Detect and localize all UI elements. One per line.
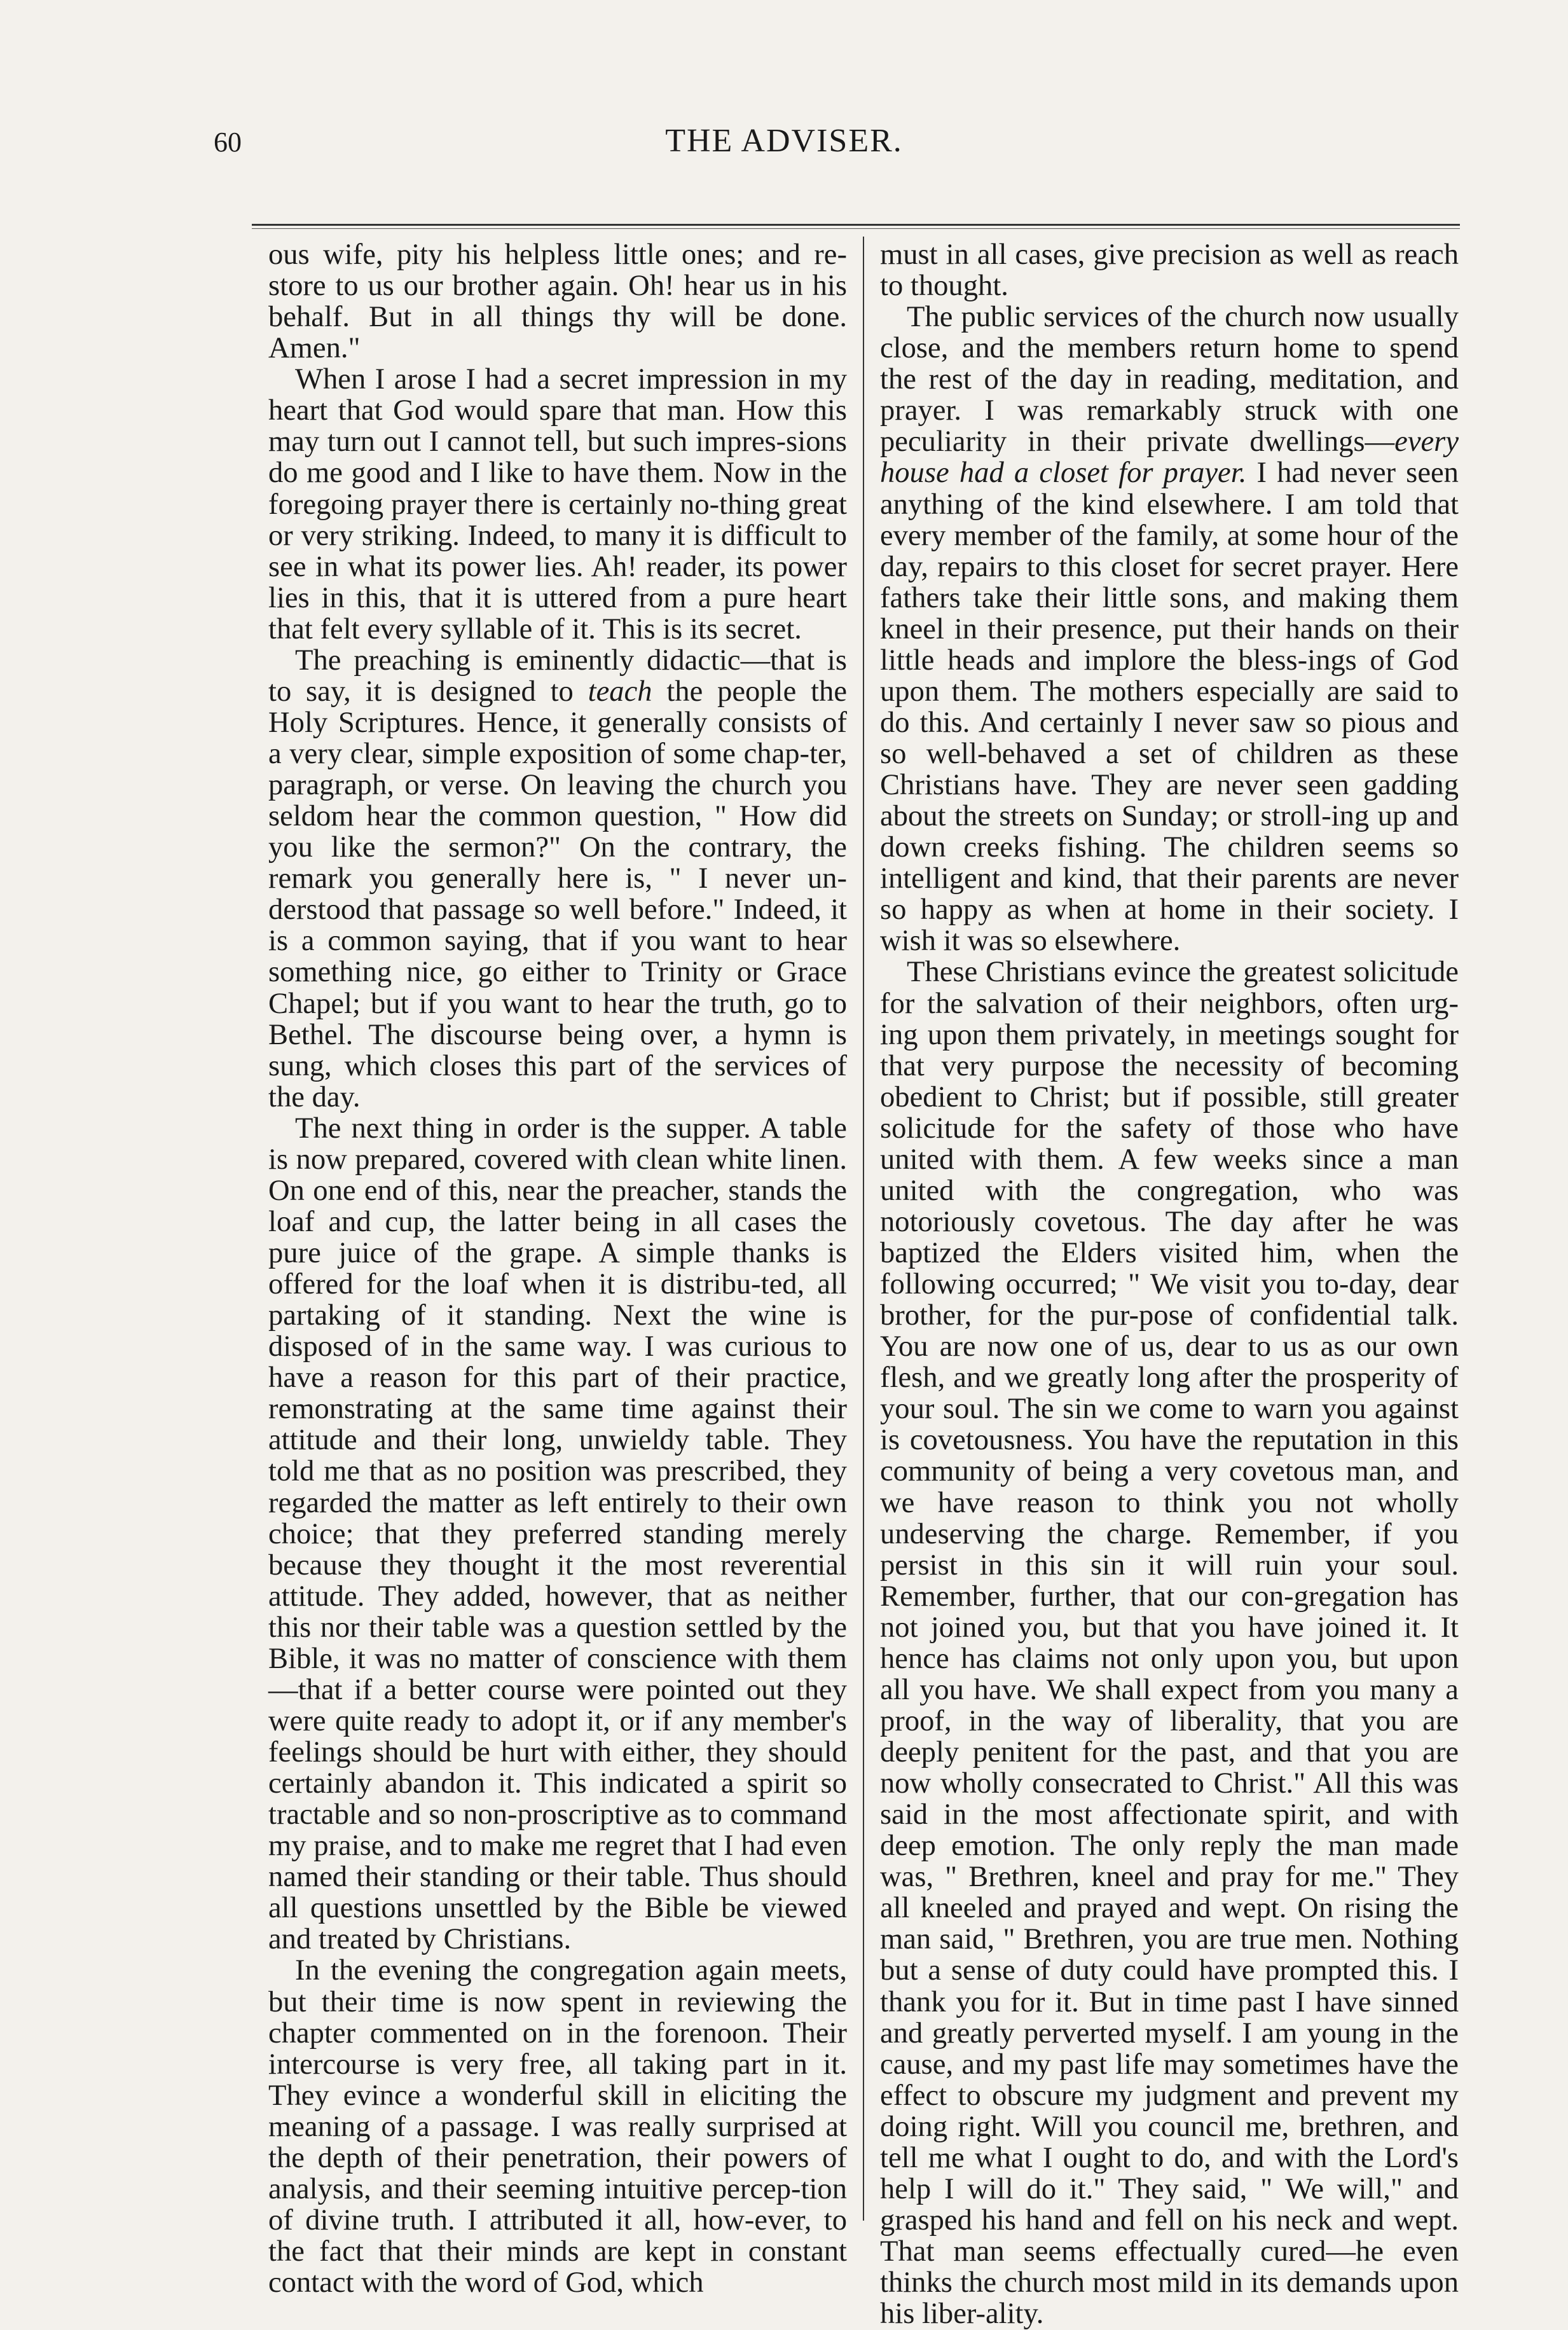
text-run: must in all cases, give precision as well as reach to thought. bbox=[880, 238, 1459, 303]
running-title: THE ADVISER. bbox=[665, 123, 903, 159]
text-run: The preaching is eminently didactic—that is to say, it is designed to bbox=[268, 643, 847, 708]
paragraph bbox=[268, 239, 847, 364]
text-run: The public services of the church now usually close, and the members return home to spend the rest of the day in reading, meditation, and prayer. I was remarkably struck with one peculiarity in their private dwellings— bbox=[880, 300, 1459, 458]
paragraph bbox=[268, 1955, 847, 2298]
paragraph bbox=[880, 956, 1459, 2329]
paragraph bbox=[268, 364, 847, 645]
text-run: When I arose I had a secret impression in my heart that God would spare that man. How this may turn out I cannot tell, but such impres-sions do me good and I like to have them. Now in the foregoing prayer there is certainly no-thing great or very striking. Indeed, to many it is difficult to see in what its power lies. Ah! reader, its power lies in this, that it is uttered from a pure heart that felt every syllable of it. This is its secret. bbox=[268, 362, 847, 645]
text-run: the people the Holy Scriptures. Hence, it generally consists of a very clear, simple exposition of some chap-ter, paragraph, or verse. On leaving the church you seldom hear the common question, " How did you like the sermon?" On the contrary, the remark you generally here is, " I never un-derstood that passage so well before." Indeed, it is a common saying, that if you want to hear something nice, go either to Trinity or Grace Chapel; but if you want to hear the truth, go to Bethel. The discourse being over, a hymn is sung, which closes this part of the services of the day. bbox=[268, 674, 847, 1113]
text-run: I had never seen anything of the kind elsewhere. I am told that every member of the family, at some hour of the day, repairs to this closet for secret prayer. Here fathers take their little sons, and making them kneel in their presence, put their hands on their little heads and implore the bless-ings of God upon them. The mothers especially are said to do this. And certainly I never saw so pious and so well-behaved a set of children as these Christians have. They are never seen gadding about the streets on Sunday; or stroll-ing up and down creeks fishing. The children seems so intelligent and kind, that their parents are never so happy as when at home in their society. I wish it was so elsewhere. bbox=[880, 456, 1459, 958]
column-divider bbox=[863, 237, 864, 2221]
italic-text: teach bbox=[588, 674, 652, 708]
paragraph bbox=[268, 645, 847, 1113]
left-column bbox=[268, 238, 847, 2299]
paragraph bbox=[880, 239, 1459, 301]
text-run: These Christians evince the greatest solicitude for the salvation of their neighbors, often urg-ing upon them privately, in meetings sought for that very purpose the necessity of becoming obedient to Christ; but if possible, still greater solicitude for the safety of those who have united with them. A few weeks since a man united with the congregation, who was notoriously covetous. The day after he was baptized the Elders visited him, when the following occurred; " We visit you to-day, dear brother, for the pur-pose of confidential talk. You are now one of us, dear to us as our own flesh, and we greatly long after the prosperity of your soul. The sin we come to warn you against is covetousness. You have the reputation in this community of being a very covetous man, and we have reason to think you not wholly undeserving the charge. Remember, if you persist in this sin it will ruin your soul. Remember, further, that our con-gregation has not joined you, but that you have joined it. It hence has claims not only upon you, but upon all you have. We shall expect from you many a proof, in the way of liberality, that you are deeply penitent for the past, and that you are now wholly consecrated to Christ." All this was said in the most affectionate spirit, and with deep emotion. The only reply the man made was, " Brethren, kneel and pray for me." They all kneeled and prayed and wept. On rising the man said, " Brethren, you are true men. Nothing but a sense of duty could have prompted this. I thank you for it. But in time past I have sinned and greatly perverted myself. I am young in the cause, and my past life may sometimes have the effect to obscure my judgment and prevent my doing right. Will you council me, brethren, and tell me what I ought to do, and with the Lord's help I will do it." They said, " We will," and grasped his hand and fell on his neck and wept. That man seems effectually cured—he even thinks the church most mild in its demands upon his liber-ality. bbox=[880, 955, 1459, 2330]
text-run: The next thing in order is the supper. A table is now prepared, covered with clean white linen. On one end of this, near the preacher, stands the loaf and cup, the latter being in all cases the pure juice of the grape. A simple thanks is offered for the loaf when it is distribu-ted, all partaking of it standing. Next the wine is disposed of in the same way. I was curious to have a reason for this part of their practice, remonstrating at the same time against their attitude and their long, unwieldy table. They told me that as no position was prescribed, they regarded the matter as left entirely to their own choice; that they preferred standing merely because they thought it the most reverential attitude. They added, however, that as neither this nor their table was a question settled by the Bible, it was no matter of conscience with them—that if a better course were pointed out they were quite ready to adopt it, or if any member's feelings should be hurt with either, they should certainly abandon it. This indicated a spirit so tractable and so non-proscriptive as to command my praise, and to make me regret that I had even named their standing or their table. Thus should all questions unsettled by the Bible be viewed and treated by Christians. bbox=[268, 1111, 847, 1956]
paragraph bbox=[880, 301, 1459, 956]
text-run: ous wife, pity his helpless little ones; and re-store to us our brother again. Oh! hear us in his behalf. But in all things thy will be done. Amen." bbox=[268, 238, 847, 365]
right-column bbox=[880, 238, 1459, 2330]
page-number: 60 bbox=[214, 127, 242, 158]
paragraph bbox=[268, 1113, 847, 1955]
text-run: In the evening the congregation again meets, but their time is now spent in reviewing the chapter commented on in the forenoon. Their intercourse is very free, all taking part in it. They evince a wonderful skill in eliciting the meaning of a passage. I was really surprised at the depth of their penetration, their powers of analysis, and their seeming intuitive percep-tion of divine truth. I attributed it all, how-ever, to the fact that their minds are kept in constant contact with the word of God, which bbox=[268, 1954, 847, 2299]
italic-text: every house had a closet for prayer. bbox=[880, 425, 1459, 490]
header-rule bbox=[252, 224, 1460, 229]
